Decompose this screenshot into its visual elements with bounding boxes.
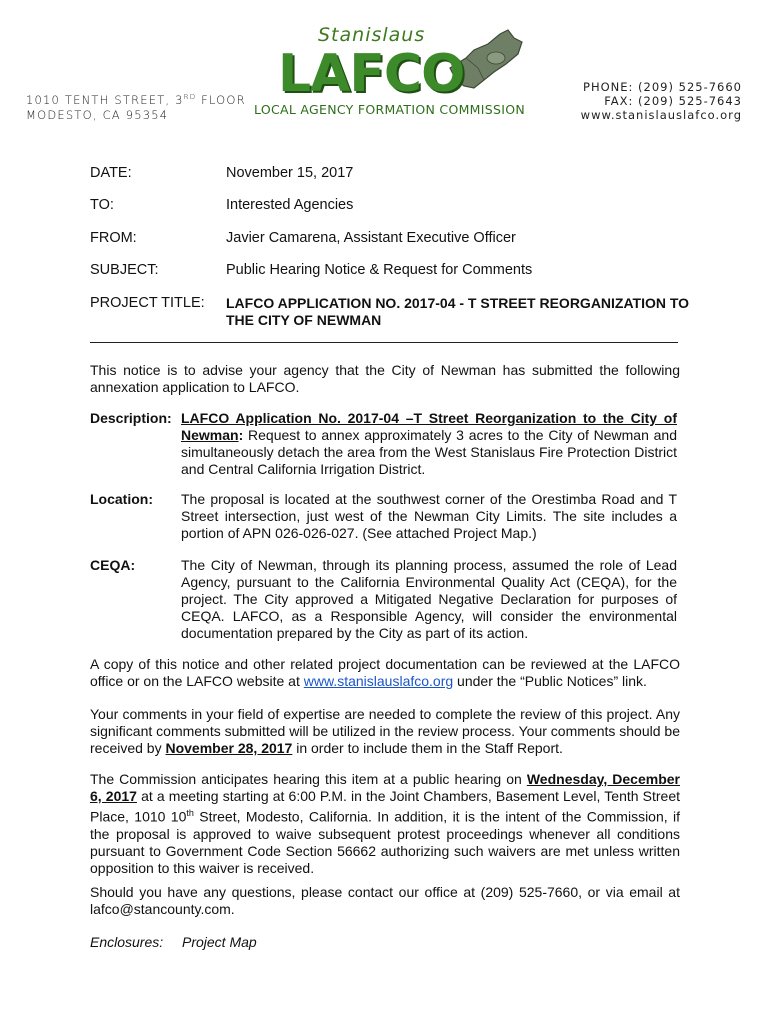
address-line-2: MODESTO, CA 95354 [26, 107, 169, 122]
date-value: November 15, 2017 [226, 165, 354, 181]
ceqa-label: CEQA: [90, 557, 136, 573]
address-line-1: 1010 TENTH STREET, 3RD FLOOR [26, 92, 246, 107]
project-title-value: LAFCO APPLICATION NO. 2017-04 - T STREET REORGANIZATION TO THE CITY OF NEWMAN [226, 295, 690, 328]
hearing-date: Wednesday, December 6, 2017 [90, 771, 680, 804]
logo-subtitle: LOCAL AGENCY FORMATION COMMISSION [254, 102, 525, 117]
logo-county-name: Stanislaus [318, 24, 426, 46]
website-address: www.stanislauslafco.org [580, 108, 742, 122]
header-divider [90, 342, 678, 343]
enclosures-label: Enclosures: [90, 934, 164, 950]
subject-label: SUBJECT: [90, 262, 159, 278]
enclosures-value: Project Map [182, 934, 257, 950]
subject-value: Public Hearing Notice & Request for Comments [226, 262, 533, 278]
logo-wordmark: LAFCO [278, 44, 465, 104]
lafco-website-link[interactable]: www.stanislauslafco.org [303, 673, 454, 689]
ceqa-text: The City of Newman, through its planning process, assumed the role of Lead Agency, pursuant to the California Environmental Quality Act (CEQA), for the project. The City approved a Mitigated Negative Declaration for purposes of CEQA. LAFCO, as a Responsible Agency, will consider the environmental documentation prepared by the City as part of its action. [181, 557, 677, 641]
enclosures-line [90, 934, 257, 950]
office-address [26, 90, 246, 123]
application-name: LAFCO Application No. 2017-04 –T Street Reorganization to the City of Newman [181, 410, 677, 443]
comment-deadline: November 28, 2017 [165, 740, 293, 756]
from-value: Javier Camarena, Assistant Executive Officer [226, 230, 516, 246]
location-text: The proposal is located at the southwest corner of the Orestimba Road and T Street intersection, just west of the Newman City Limits. The site includes a portion of APN 026-026-027. (See attached Project Map.) [181, 491, 677, 541]
contact-info [581, 80, 742, 122]
fax-number: FAX: (209) 525-7643 [604, 94, 742, 108]
comments-paragraph: Your comments in your field of expertise are needed to complete the review of this project. Any significant comments submitted will be utilized in the review process. Your comments should be received by November 28, 2017 in order to include them in the Staff Report. [90, 706, 680, 756]
description-text: LAFCO Application No. 2017-04 –T Street Reorganization to the City of Newman: Request to annex approximately 3 acres to the City of Newman and simultaneously detach the area from the West Stanislaus Fire Protection District and Central California Irrigation District. [181, 410, 677, 477]
to-value: Interested Agencies [226, 197, 354, 213]
questions-paragraph: Should you have any questions, please contact our office at (209) 525-7660, or via email at lafco@stancounty.com. [90, 884, 680, 917]
lafco-logo [254, 24, 525, 120]
project-title-label: PROJECT TITLE: [90, 295, 205, 311]
copy-paragraph: A copy of this notice and other related project documentation can be reviewed at the LAFCO office or on the LAFCO website at www.stanislauslafco.org under the “Public Notices” link. [90, 656, 680, 689]
phone-number: PHONE: (209) 525-7660 [583, 80, 742, 94]
hearing-paragraph: The Commission anticipates hearing this item at a public hearing on Wednesday, December 6, 2017 at a meeting starting at 6:00 P.M. in the Joint Chambers, Basement Level, Tenth Street Place, 1010 10th Street, Modesto, California. In addition, it is the intent of the Commission, if the proposal is approved to waive subsequent protest proceedings whenever all conditions pursuant to Government Code Section 56662 authorizing such waivers are met unless written opposition to this waiver is received. [90, 771, 681, 876]
intro-paragraph: This notice is to advise your agency that the City of Newman has submitted the following annexation application to LAFCO. [90, 362, 680, 395]
description-label: Description: [90, 410, 172, 426]
from-label: FROM: [90, 230, 137, 246]
location-label: Location: [90, 491, 153, 507]
to-label: TO: [90, 197, 114, 213]
date-label: DATE: [90, 165, 132, 181]
